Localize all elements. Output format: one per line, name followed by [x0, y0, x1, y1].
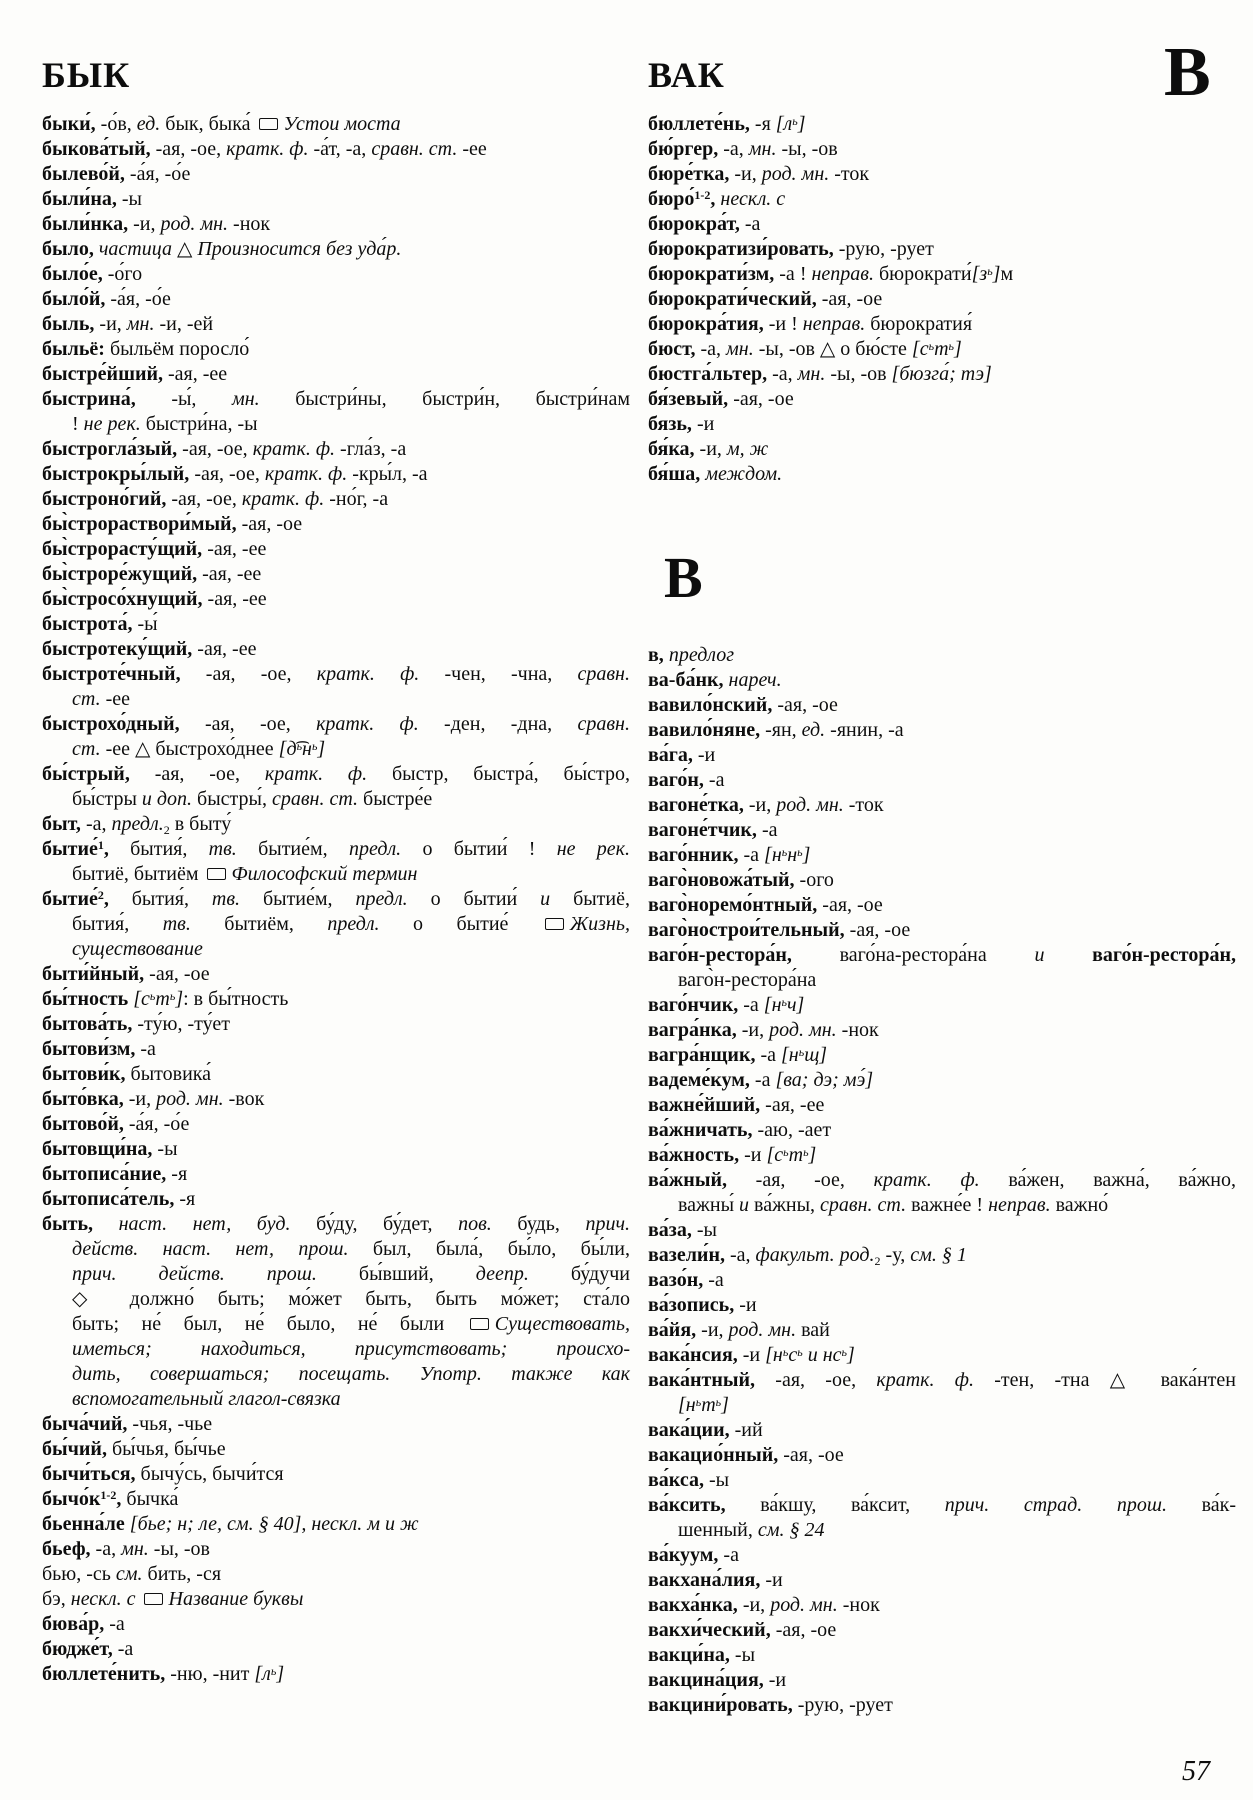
entry-line: ◇ должно́ быть; мо́жет быть, быть мо́жет; ста́ло [72, 1288, 630, 1310]
entry-line: бюрократизи́ровать, -рую, -рует [648, 238, 934, 260]
entry-line: ва́йя, -и, род. мн. вай [648, 1319, 830, 1341]
entry-line: ! не рек. быстри́на, -ы [72, 413, 258, 435]
dictionary-entry [648, 237, 1236, 262]
entry-line: $бычо́к^{1-2}$, бычка́ [42, 1488, 179, 1510]
dictionary-entry [42, 887, 630, 962]
entry-line: бытописа́ние, -я [42, 1163, 188, 1185]
dictionary-entry [42, 987, 630, 1012]
entry-line: быки́, -о́в, ед. бык, быка́ Устои моста [42, 113, 401, 135]
entry-line: важне́йший, -ая, -ее [648, 1094, 825, 1116]
dictionary-entry [42, 1187, 630, 1212]
entry-line: бы̀строрасту́щий, -ая, -ее [42, 538, 267, 560]
dictionary-entry [648, 112, 1236, 137]
entry-line: ваго̀н-рестора́на [678, 969, 817, 991]
entry-line: ст. -ее [72, 688, 130, 710]
entry-line: бы̀стросо́хнущий, -ая, -ее [42, 588, 267, 610]
entry-line: быль, -и, мн. -и, -ей [42, 313, 214, 335]
dictionary-entry [42, 287, 630, 312]
dictionary-entry [648, 1618, 1236, 1643]
entry-line: бя́зевый, -ая, -ое [648, 388, 794, 410]
entry-line: бюрокра́тия, -и ! неправ. бюрократия́ [648, 313, 973, 335]
dictionary-entry [648, 412, 1236, 437]
dictionary-entry [42, 312, 630, 337]
dictionary-entry [648, 1168, 1236, 1218]
entry-line: были́на, -ы [42, 188, 142, 210]
dictionary-entry [42, 1037, 630, 1062]
left-column [42, 112, 630, 1687]
entry-line: бюст, -а, мн. -ы, -ов △ о бю́сте $[с^ьт^ь]$ [648, 338, 962, 360]
dictionary-entry [648, 1068, 1236, 1093]
dictionary-entry [42, 137, 630, 162]
dictionary-entry [648, 893, 1236, 918]
dictionary-entry [648, 1118, 1236, 1143]
running-head-left: БЫК [42, 55, 131, 95]
entry-line: бюре́тка, -и, род. мн. -ток [648, 163, 870, 185]
entry-line: вакци́на, -ы [648, 1644, 756, 1666]
dictionary-entry [648, 643, 1236, 668]
entry-line: ва́зопись, -и [648, 1294, 757, 1316]
entry-line: ваго́нник, -а $[н^ьн^ь]$ [648, 844, 811, 866]
dictionary-entry [648, 1693, 1236, 1718]
entry-line: бюро́$^{1-2}$, нескл. с [648, 188, 786, 210]
dictionary-entry [648, 337, 1236, 362]
entry-line: быстроно́гий, -ая, -ое, кратк. ф. -но́г, -а [42, 488, 389, 510]
definition-box-icon [545, 918, 564, 930]
entry-line: вагоне́тчик, -а [648, 819, 778, 841]
entry-line: бюрократи́зм, -а ! неправ. $бюрократи́[з^ь]м$ [648, 263, 1014, 285]
entry-line: вагра́нщик, -а $[н^ьщ]$ [648, 1044, 828, 1066]
entry-line: вакха́нка, -и, род. мн. -нок [648, 1594, 880, 1616]
dictionary-entry [648, 1418, 1236, 1443]
dictionary-entry [648, 212, 1236, 237]
entry-line: вакцина́ция, -и [648, 1669, 787, 1691]
entry-line: вавило́няне, -ян, ед. -янин, -а [648, 719, 904, 741]
dictionary-entry [648, 362, 1236, 387]
page-number: 57 [1182, 1756, 1210, 1787]
dictionary-entry [42, 1562, 630, 1587]
entry-line: бы́чий, бы́чья, бы́чье [42, 1438, 226, 1460]
entry-line: важны́ и ва́жны, сравн. ст. важне́е ! неправ. важно́ [678, 1194, 1109, 1216]
entry-line: существование [72, 938, 203, 960]
dictionary-entry [42, 437, 630, 462]
definition-box-icon [144, 1593, 163, 1605]
dictionary-entry [42, 537, 630, 562]
dictionary-entry [648, 1443, 1236, 1468]
entry-line: бюва́р, -а [42, 1613, 125, 1635]
dictionary-entry [42, 1087, 630, 1112]
entry-line: бытовщи́на, -ы [42, 1138, 178, 1160]
entry-line: шенный, см. § 24 [678, 1519, 825, 1541]
entry-line: вагоне́тка, -и, род. мн. -ток [648, 794, 884, 816]
dictionary-entry [648, 1468, 1236, 1493]
entry-line: бытиё, бытиём Философский термин [72, 863, 418, 885]
entry-line: бытови́к, бытовика́ [42, 1063, 212, 1085]
dictionary-entry [648, 793, 1236, 818]
entry-line: бытово́й, -а́я, -о́е [42, 1113, 190, 1135]
dictionary-entry [648, 1018, 1236, 1043]
dictionary-entry [648, 943, 1236, 993]
dictionary-entry [42, 1437, 630, 1462]
entry-line: бытописа́тель, -я [42, 1188, 196, 1210]
entry-line: ва́куум, -а [648, 1544, 739, 1566]
dictionary-entry [648, 287, 1236, 312]
dictionary-entry [42, 1137, 630, 1162]
dictionary-entry [42, 237, 630, 262]
dictionary-entry [648, 818, 1236, 843]
entry-line: ваго̀новожа́тый, -ого [648, 869, 834, 891]
dictionary-entry [42, 1487, 630, 1512]
entry-line: быстрокры́лый, -ая, -ое, кратк. ф. -кры́л, -а [42, 463, 428, 485]
entry-line: вагра́нка, -и, род. мн. -нок [648, 1019, 879, 1041]
right-column [648, 112, 1236, 1718]
entry-line: было, частица △ Произносится без уда́р. [42, 238, 402, 260]
entry-line: быти́йный, -ая, -ое [42, 963, 210, 985]
entry-line: ва́кса, -ы [648, 1469, 730, 1491]
dictionary-entry [648, 1268, 1236, 1293]
dictionary-entry [42, 712, 630, 762]
entry-line: ст. -ее △ быстрохо́днее $[д͡^ьн^ь]$ [72, 738, 326, 760]
dictionary-entry [42, 1162, 630, 1187]
dictionary-entry [42, 662, 630, 712]
dictionary-entry [648, 437, 1236, 462]
entry-line: бы̀строраствори́мый, -ая, -ое [42, 513, 303, 535]
entry-line: вакацио́нный, -ая, -ое [648, 1444, 844, 1466]
dictionary-entry [648, 262, 1236, 287]
entry-line: быть; не́ был, не́ было, не́ были Существовать, [72, 1313, 630, 1335]
entry-line: ва́жный, -ая, -ое, кратк. ф. ва́жен, важна́, ва́жно, [648, 1169, 1236, 1191]
entry-line: вака́ции, -ий [648, 1419, 763, 1441]
dictionary-entry [42, 187, 630, 212]
dictionary-entry [648, 843, 1236, 868]
dictionary-entry [42, 362, 630, 387]
entry-line: бы́стры и доп. быстры́, сравн. ст. быстре́е [72, 788, 433, 810]
dictionary-entry [42, 1062, 630, 1087]
entry-line: бюллете́нить, -ню, -нит $[л^ь]$ [42, 1663, 285, 1685]
entry-line: быть, наст. нет, буд. бу́ду, бу́дет, пов. будь, прич. [42, 1213, 631, 1235]
entry-line: бю́ргер, -а, мн. -ы, -ов [648, 138, 838, 160]
entry-line: ва́жность, -и $[с^ьт^ь]$ [648, 1144, 817, 1166]
dictionary-entry [648, 1668, 1236, 1693]
dictionary-entry [42, 1537, 630, 1562]
entry-line: бытия́, тв. бытиём, предл. о бытие́ Жизнь, [72, 913, 631, 935]
dictionary-entry [42, 112, 630, 137]
dictionary-entry [648, 768, 1236, 793]
entry-line: быстрохо́дный, -ая, -ое, кратк. ф. -ден, -дна, сравн. [42, 713, 630, 735]
dictionary-entry [648, 387, 1236, 412]
dictionary-entry [648, 1643, 1236, 1668]
entry-line: ва́ксить, ва́кшу, ва́ксит, прич. страд. прош. ва́к- [648, 1494, 1237, 1516]
dictionary-entry [648, 312, 1236, 337]
dictionary-entry [42, 812, 630, 837]
entry-line: бюрокра́т, -а [648, 213, 761, 235]
dictionary-entry [42, 1012, 630, 1037]
dictionary-entry [42, 562, 630, 587]
dictionary-entry [648, 1593, 1236, 1618]
entry-line: ва́га, -и [648, 744, 716, 766]
dictionary-entry [42, 637, 630, 662]
dictionary-entry [648, 1093, 1236, 1118]
dictionary-entry [42, 837, 630, 887]
entry-line: бытие́$^1$, бытия́, тв. бытие́м, предл. о бытии́ ! не рек. [42, 838, 631, 860]
entry-line: вазели́н, -а, факульт. род.2 -у, см. § 1 [648, 1244, 967, 1268]
entry-line: бюллете́нь, -я $[л^ь]$ [648, 113, 806, 135]
entry-line: быстрогла́зый, -ая, -ое, кратк. ф. -гла́з, -а [42, 438, 407, 460]
entry-line: бэ, нескл. с Название буквы [42, 1588, 304, 1610]
dictionary-entry [648, 868, 1236, 893]
dictionary-entry [42, 1612, 630, 1637]
corner-letter: В [1164, 34, 1211, 111]
dictionary-entry [648, 993, 1236, 1018]
entry-line: бя́ка, -и, м, ж [648, 438, 769, 460]
dictionary-entry [648, 743, 1236, 768]
entry-line: вакхана́лия, -и [648, 1569, 783, 1591]
entry-line: бьеф, -а, мн. -ы, -ов [42, 1538, 210, 1560]
entry-line: ваго̀нострои́тельный, -ая, -ое [648, 919, 911, 941]
dictionary-entry [648, 1318, 1236, 1343]
dictionary-entry [42, 587, 630, 612]
dictionary-entry [648, 1218, 1236, 1243]
dictionary-entry [42, 1662, 630, 1687]
entry-line: бязь, -и [648, 413, 715, 435]
entry-line: в, предлог [648, 644, 735, 666]
dictionary-entry [648, 693, 1236, 718]
entry-line: ваго̀норемо́нтный, -ая, -ое [648, 894, 883, 916]
entry-line: быстротеку́щий, -ая, -ее [42, 638, 257, 660]
running-head-right: ВАК [648, 55, 725, 95]
dictionary-entry [648, 918, 1236, 943]
entry-line: быстроте́чный, -ая, -ое, кратк. ф. -чен, -чна, сравн. [42, 663, 630, 685]
dictionary-entry [42, 487, 630, 512]
dictionary-entry [42, 1587, 630, 1612]
entry-line: бью, -сь см. бить, -ся [42, 1563, 222, 1585]
dictionary-entry [648, 1493, 1236, 1543]
entry-line: бытови́зм, -а [42, 1038, 156, 1060]
dictionary-entry [42, 1412, 630, 1437]
entry-line: $[н^ьт^ь]$ [678, 1394, 729, 1416]
dictionary-entry [648, 187, 1236, 212]
dictionary-entry [42, 962, 630, 987]
dictionary-entry [648, 1543, 1236, 1568]
dictionary-entry [42, 1112, 630, 1137]
dictionary-entry [42, 387, 630, 437]
entry-line: бычи́ться, бычу́сь, бычи́тся [42, 1463, 284, 1485]
entry-line: ва-ба́нк, нареч. [648, 669, 782, 691]
dictionary-entry [648, 1568, 1236, 1593]
definition-box-icon [259, 118, 278, 130]
entry-line: быльё: быльём поросло́ [42, 338, 250, 360]
entry-line: вадеме́кум, -а [ва; дэ; мэ́] [648, 1069, 874, 1091]
entry-line: быча́чий, -чья, -чье [42, 1413, 213, 1435]
entry-line: быкова́тый, -ая, -ое, кратк. ф. -а́т, -а, сравн. ст. -ее [42, 138, 487, 160]
dictionary-entry [42, 512, 630, 537]
dictionary-entry [42, 762, 630, 812]
entry-line: бы́тность $[с^ьт^ь]$: в бы́тность [42, 988, 289, 1010]
dictionary-entry [42, 1512, 630, 1537]
entry-line: вавило́нский, -ая, -ое [648, 694, 838, 716]
entry-line: бы̀строре́жущий, -ая, -ее [42, 563, 262, 585]
dictionary-entry [648, 1293, 1236, 1318]
dictionary-entry [42, 337, 630, 362]
dictionary-entry [648, 668, 1236, 693]
section-letter-v: В [664, 545, 703, 610]
entry-line: бя́ша, междом. [648, 463, 783, 485]
entry-line: бы́стрый, -ая, -ое, кратк. ф. быстр, быстра́, бы́стро, [42, 763, 630, 785]
definition-box-icon [207, 868, 226, 880]
entry-line: ваго́нчик, -а $[н^ьч]$ [648, 994, 805, 1016]
entry-line: бьенна́ле [бье; н; ле, см. § 40], нескл. м и ж [42, 1513, 419, 1535]
entry-line: ва́за, -ы [648, 1219, 717, 1241]
entry-line: было́е, -о́го [42, 263, 143, 285]
dictionary-entry [648, 718, 1236, 743]
entry-line: прич. действ. прош. бы́вший, деепр. бу́дучи [72, 1263, 630, 1285]
entry-line: быстрота́, -ы́ [42, 613, 158, 635]
entry-line: былево́й, -а́я, -о́е [42, 163, 191, 185]
entry-line: быстрина́, -ы́, мн. быстри́ны, быстри́н, быстри́нам [42, 388, 631, 410]
dictionary-entry [648, 1368, 1236, 1418]
entry-line: вакхи́ческий, -ая, -ое [648, 1619, 837, 1641]
dictionary-entry [42, 1212, 630, 1412]
dictionary-entry [648, 1043, 1236, 1068]
entry-line: ваго́н, -а [648, 769, 725, 791]
entry-line: бытие́$^2$, бытия́, тв. бытие́м, предл. о бытии́ и бытиё, [42, 888, 630, 910]
entry-line: бюдже́т, -а [42, 1638, 134, 1660]
dictionary-entry [42, 462, 630, 487]
entry-line: ва́жничать, -аю, -ает [648, 1119, 832, 1141]
entry-line: вакцини́ровать, -рую, -рует [648, 1694, 893, 1716]
entry-line: бытова́ть, -ту́ю, -ту́ет [42, 1013, 230, 1035]
dictionary-entry [648, 1343, 1236, 1368]
entry-line: быстре́йший, -ая, -ее [42, 363, 228, 385]
entry-line: бюрократи́ческий, -ая, -ое [648, 288, 883, 310]
entry-line: вака́нтный, -ая, -ое, кратк. ф. -тен, -тна △ вака́нтен [648, 1369, 1236, 1391]
dictionary-entry [42, 162, 630, 187]
dictionary-entry [42, 1462, 630, 1487]
dictionary-entry [648, 462, 1236, 487]
dictionary-entry [42, 212, 630, 237]
entry-line: вазо́н, -а [648, 1269, 724, 1291]
entry-line: было́й, -а́я, -о́е [42, 288, 171, 310]
entry-line: были́нка, -и, род. мн. -нок [42, 213, 271, 235]
definition-box-icon [470, 1318, 489, 1330]
dictionary-entry [648, 137, 1236, 162]
entry-line: быто́вка, -и, род. мн. -вок [42, 1088, 265, 1110]
dictionary-entry [42, 1637, 630, 1662]
dictionary-entry [42, 612, 630, 637]
entry-line: бюстга́льтер, -а, мн. -ы, -ов [бюзга́; тэ] [648, 363, 992, 385]
entry-line: дить, совершаться; посещать. Употр. также как [72, 1363, 630, 1385]
entry-line: действ. наст. нет, прош. был, была́, бы́ло, бы́ли, [72, 1238, 630, 1260]
entry-line: быт, -а, предл.2 в быту́ [42, 813, 232, 837]
entry-line: вака́нсия, -и [$н^ьс^ь$ и $нс^ь$] [648, 1344, 855, 1366]
entry-line: вспомогательный глагол-связка [72, 1388, 341, 1410]
dictionary-entry [648, 162, 1236, 187]
dictionary-entry [42, 262, 630, 287]
entry-line: иметься; находиться, присутствовать; происхо- [72, 1338, 630, 1360]
dictionary-entry [648, 1243, 1236, 1268]
dictionary-entry [648, 1143, 1236, 1168]
entry-line: ваго́н-рестора́н, ваго́на-рестора́на и ваго́н-рестора́н, [648, 944, 1237, 966]
